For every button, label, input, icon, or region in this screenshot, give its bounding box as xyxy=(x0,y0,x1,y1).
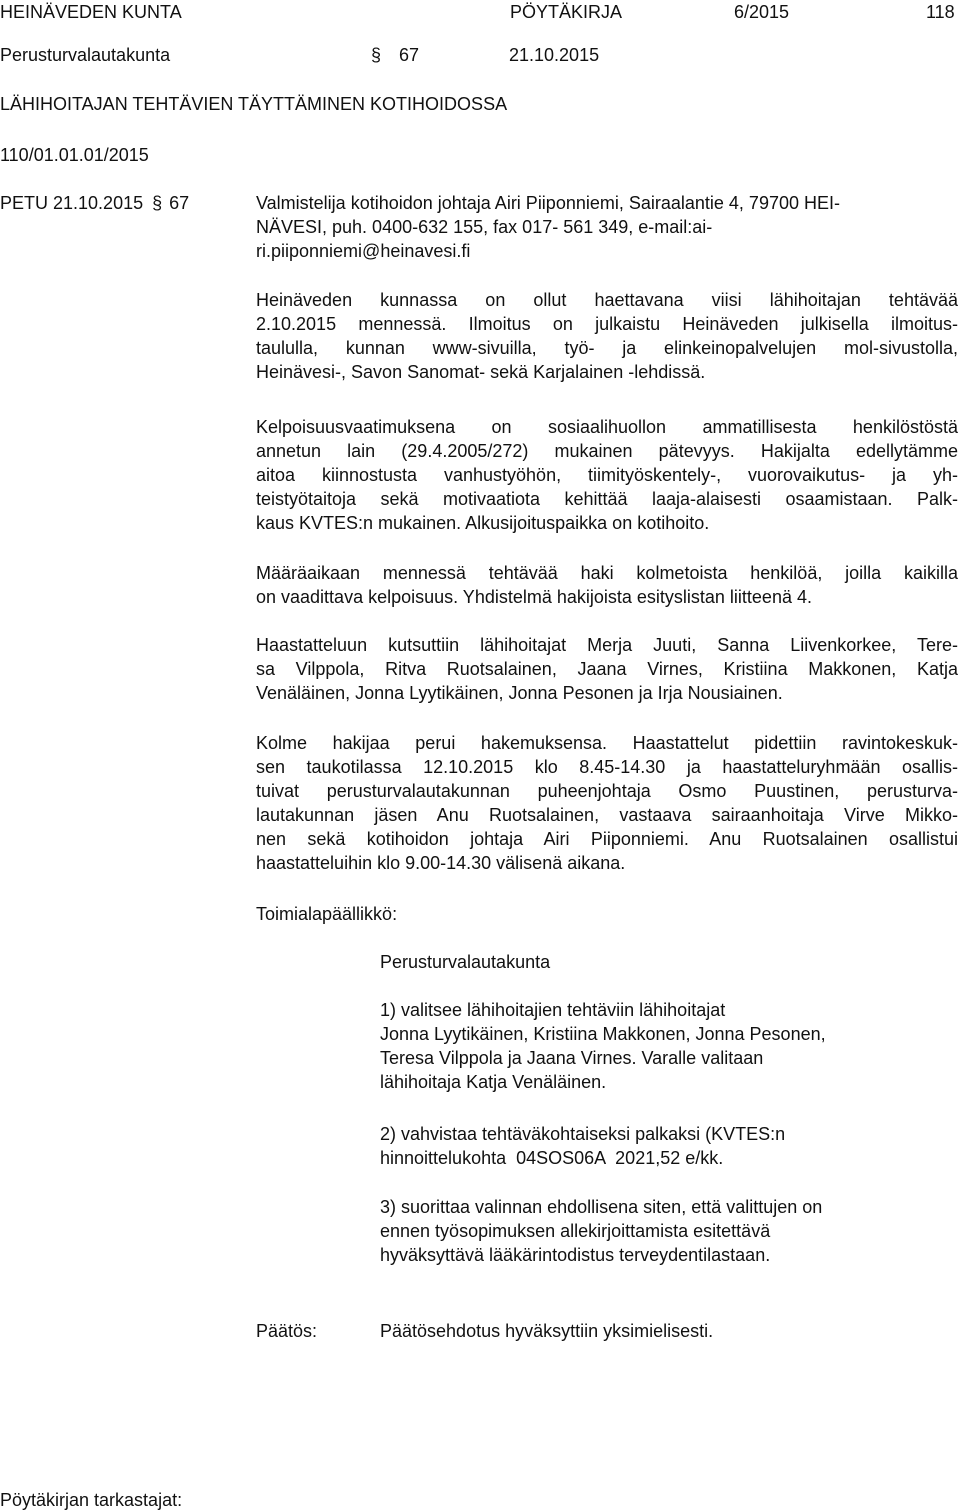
side-reference-number: 67 xyxy=(169,193,190,213)
official-label: Toimialapäällikkö: xyxy=(256,904,398,924)
decision-text: Päätösehdotus hyväksyttiin yksimielisesti. xyxy=(380,1321,714,1341)
proposal-item-3 xyxy=(380,1195,822,1267)
board-name: Perusturvalautakunta xyxy=(0,45,171,65)
side-reference-section-sign: § xyxy=(152,193,163,213)
paragraph-line: Kelpoisuusvaatimuksena on sosiaalihuollon ammatillisesta henkilöstöstä xyxy=(256,417,958,437)
reviewers-label: Pöytäkirjan tarkastajat: xyxy=(0,1490,183,1510)
paragraph-line: kaus KVTES:n mukainen. Alkusijoituspaikka on kotihoito. xyxy=(256,513,710,533)
paragraph-line: Heinävesi-, Savon Sanomat- sekä Karjalainen -lehdissä. xyxy=(256,362,706,382)
side-reference-prefix: PETU 21.10.2015 xyxy=(0,193,144,213)
municipality-name: HEINÄVEDEN KUNTA xyxy=(0,2,182,22)
paragraph-announcement xyxy=(256,288,958,384)
page-number: 118 xyxy=(926,2,955,22)
preparer-line: NÄVESI, puh. 0400-632 155, fax 017- 561 349, e-mail:ai- xyxy=(256,217,713,237)
paragraph-line: Kolme hakijaa perui hakemuksensa. Haastattelut pidettiin ravintokeskuk- xyxy=(256,733,958,753)
preparer-line: ri.piiponniemi@heinavesi.fi xyxy=(256,241,471,261)
document-type: PÖYTÄKIRJA xyxy=(510,2,623,22)
proposal-line: Teresa Vilppola ja Jaana Virnes. Varalle valitaan xyxy=(380,1048,764,1068)
preparer-line: Valmistelija kotihoidon johtaja Airi Piiponniemi, Sairaalantie 4, 79700 HEI- xyxy=(256,193,840,213)
proposal-line: 3) suorittaa valinnan ehdollisena siten, että valittujen on xyxy=(380,1197,823,1217)
paragraph-qualifications xyxy=(256,415,958,535)
paragraph-line: nen sekä kotihoidon johtaja Airi Piiponniemi. Anu Ruotsalainen osallistui xyxy=(256,829,958,849)
proposal-line: 1) valitsee lähihoitajien tehtäviin lähihoitajat xyxy=(380,1000,726,1020)
proposal-line: ennen työsopimuksen allekirjoittamista esitettävä xyxy=(380,1221,771,1241)
paragraph-line: sen taukotilassa 12.10.2015 klo 8.45-14.30 ja haastatteluryhmään osallis- xyxy=(256,757,958,777)
meeting-date: 21.10.2015 xyxy=(509,45,600,65)
proposal-item-2 xyxy=(380,1122,785,1170)
section-sign: § xyxy=(371,45,382,65)
proposal-line: hyväksyttävä lääkärintodistus terveydentilastaan. xyxy=(380,1245,771,1265)
paragraph-interviews xyxy=(256,731,958,875)
record-id: 110/01.01.01/2015 xyxy=(0,145,149,165)
paragraph-line: lautakunnan jäsen Anu Ruotsalainen, vastaava sairaanhoitaja Virve Mikko- xyxy=(256,805,958,825)
decision-label: Päätös: xyxy=(256,1321,318,1341)
paragraph-line: tuivat perusturvalautakunnan puheenjohtaja Osmo Puustinen, perusturva- xyxy=(256,781,958,801)
paragraph-line: 2.10.2015 mennessä. Ilmoitus on julkaistu Heinäveden julkisella ilmoitus- xyxy=(256,314,958,334)
section-number: 67 xyxy=(399,45,420,65)
paragraph-line: sa Vilppola, Ritva Ruotsalainen, Jaana Virnes, Kristiina Makkonen, Katja xyxy=(256,659,958,679)
preparer-info xyxy=(256,191,958,263)
proposal-item-1 xyxy=(380,998,826,1094)
paragraph-line: Haastatteluun kutsuttiin lähihoitajat Merja Juuti, Sanna Liivenkorkee, Tere- xyxy=(256,635,958,655)
side-reference xyxy=(0,191,189,215)
paragraph-line: Heinäveden kunnassa on ollut haettavana viisi lähihoitajan tehtävää xyxy=(256,290,958,310)
paragraph-line: haastatteluihin klo 9.00-14.30 välisenä aikana. xyxy=(256,853,626,873)
proposal-line: Jonna Lyytikäinen, Kristiina Makkonen, Jonna Pesonen, xyxy=(380,1024,826,1044)
paragraph-line: teistyötaitoja sekä motivaatiota kehittää laaja-alaisesti osaamistaan. Palk- xyxy=(256,489,958,509)
paragraph-applicants xyxy=(256,561,958,609)
proposal-line: lähihoitaja Katja Venäläinen. xyxy=(380,1072,607,1092)
paragraph-interviewees xyxy=(256,633,958,705)
paragraph-line: aitoa kiinnostusta vanhustyöhön, tiimityöskentely-, vuorovaikutus- ja yh- xyxy=(256,465,958,485)
proposal-line: 2) vahvistaa tehtäväkohtaiseksi palkaksi (KVTES:n xyxy=(380,1124,786,1144)
document-title: LÄHIHOITAJAN TEHTÄVIEN TÄYTTÄMINEN KOTIHOIDOSSA xyxy=(0,94,508,114)
paragraph-line: Venäläinen, Jonna Lyytikäinen, Jonna Pesonen ja Irja Nousiainen. xyxy=(256,683,783,703)
proposal-line: hinnoittelukohta 04SOS06A 2021,52 e/kk. xyxy=(380,1148,724,1168)
paragraph-line: annetun lain (29.4.2005/272) mukainen pätevyys. Hakijalta edellytämme xyxy=(256,441,958,461)
proposal-recipient: Perusturvalautakunta xyxy=(380,952,551,972)
paragraph-line: Määräaikaan mennessä tehtävää haki kolmetoista henkilöä, joilla kaikilla xyxy=(256,563,958,583)
document-number: 6/2015 xyxy=(734,2,790,22)
paragraph-line: taululla, kunnan www-sivuilla, työ- ja elinkeinopalvelujen mol-sivustolla, xyxy=(256,338,958,358)
paragraph-line: on vaadittava kelpoisuus. Yhdistelmä hakijoista esityslistan liitteenä 4. xyxy=(256,587,812,607)
